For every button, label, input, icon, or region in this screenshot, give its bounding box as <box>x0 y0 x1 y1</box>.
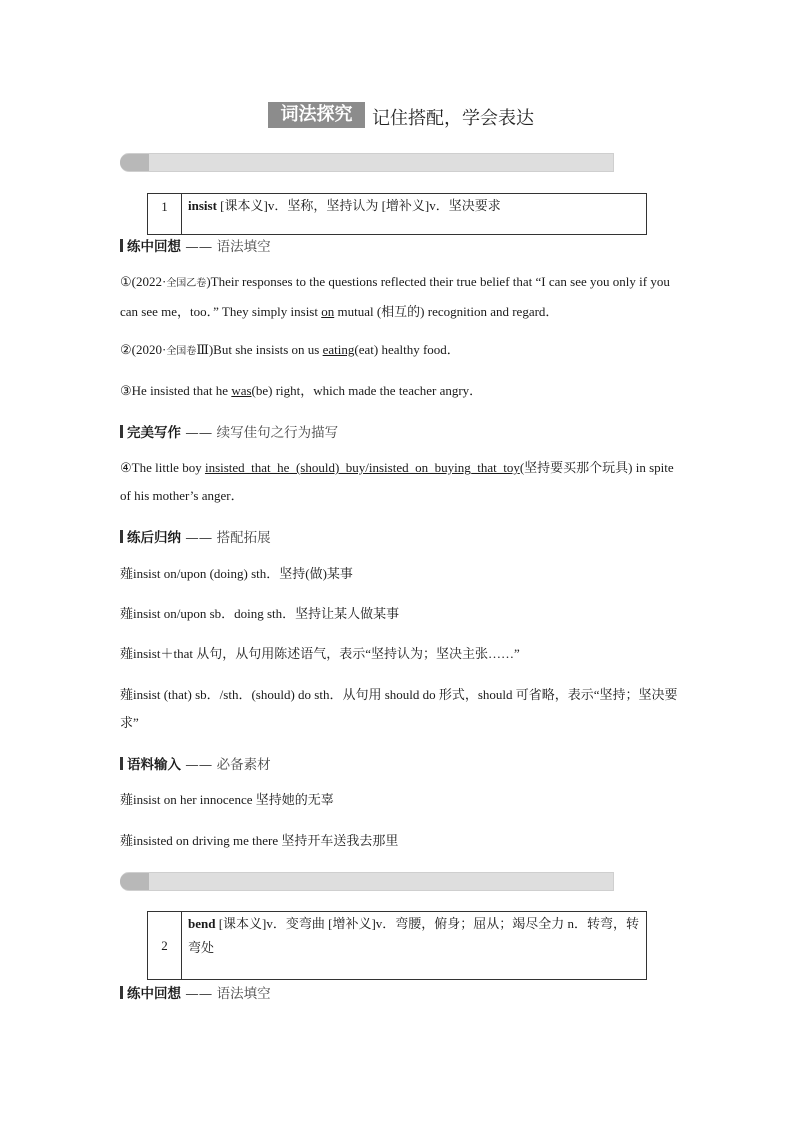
exercise-item-3 <box>120 377 680 405</box>
heading-marker <box>120 425 123 438</box>
headword: insist <box>188 198 217 213</box>
pattern-item: 薤insist＋that 从句，从句用陈述语气，表示“坚持认为；坚决主张……” <box>120 646 520 661</box>
section-heading <box>120 753 271 773</box>
divider-bar-cap <box>120 873 149 890</box>
pattern-item: 薤insist on/upon sb．doing sth．坚持让某人做某事 <box>120 606 400 621</box>
heading-marker <box>120 530 123 543</box>
material-item: 薤insisted on driving me there 坚持开车送我去那里 <box>120 833 399 848</box>
exercise-item-4 <box>120 454 680 510</box>
entry-definition <box>182 912 646 979</box>
heading-label: 完美写作 <box>127 425 181 441</box>
pattern-item: 薤insist (that) sb．/sth．(should) do sth．从句用 should do 形式，should 可省略，表示“坚持；坚决要求” <box>120 687 678 730</box>
item-text: ④The little boy <box>120 460 205 475</box>
item-text: ③He insisted that he <box>120 383 232 398</box>
heading-label: 语料输入 <box>127 757 181 773</box>
item-text: )Their responses to the questions reflected their true belief that “I can see you only if you can see me，too．” They simply insist <box>120 274 670 319</box>
answer-blank: was <box>231 383 252 398</box>
item-text-end: (坚持要买那个玩具) in spite of his mother’s anger． <box>120 460 674 503</box>
definition-text: [课本义]v．变弯曲 [增补义]v．弯腰，俯身；屈从；竭尽全力 n．转弯，转弯处 <box>188 916 640 955</box>
section-heading <box>120 526 271 546</box>
exercise-item-2 <box>120 336 680 366</box>
item-text: Ⅲ)But she insists on us <box>196 342 323 357</box>
section-heading <box>120 421 338 441</box>
answer-blank: insisted_that_he_(should)_buy/insisted_on_buying_that_toy <box>204 460 520 475</box>
item-text-end: mutual (相互的) recognition and regard． <box>334 304 559 319</box>
word-entry-box <box>147 193 647 235</box>
item-text-end: (be) right，which made the teacher angry． <box>251 383 483 398</box>
heading-label: 练中回想 <box>127 239 181 255</box>
heading-sub: —— 续写佳句之行为描写 <box>185 425 339 441</box>
heading-label: 练后归纳 <box>127 530 181 546</box>
heading-marker <box>120 239 123 252</box>
section-title-box: 词法探究 <box>268 102 365 128</box>
item-text-end: (eat) healthy food． <box>354 342 460 357</box>
heading-marker <box>120 986 123 999</box>
answer-blank: on <box>321 304 335 319</box>
entry-definition <box>182 194 646 234</box>
definition-text: [课本义]v．坚称，坚持认为 [增补义]v．坚决要求 <box>216 198 501 213</box>
pattern-item: 薤insist on/upon (doing) sth．坚持(做)某事 <box>120 566 353 581</box>
material-item: 薤insist on her innocence 坚持她的无辜 <box>120 792 334 807</box>
heading-marker <box>120 757 123 770</box>
entry-number: 2 <box>148 912 182 979</box>
entry-number: 1 <box>148 194 182 234</box>
item-prefix: ①(2022· <box>120 274 167 289</box>
heading-label: 练中回想 <box>127 986 181 1002</box>
heading-sub: —— 语法填空 <box>185 239 271 255</box>
divider-bar <box>120 153 614 172</box>
source-label: 全国卷 <box>166 346 197 357</box>
divider-bar <box>120 872 614 891</box>
divider-bar-cap <box>120 154 149 171</box>
section-subtitle: 记住搭配，学会表达 <box>372 108 534 129</box>
section-heading <box>120 235 271 255</box>
item-prefix: ②(2020· <box>120 342 167 357</box>
heading-sub: —— 语法填空 <box>185 986 271 1002</box>
headword: bend <box>188 916 216 931</box>
heading-sub: —— 必备素材 <box>185 757 271 773</box>
heading-sub: —— 搭配拓展 <box>185 530 271 546</box>
source-label: 全国乙卷 <box>166 278 207 289</box>
section-heading <box>120 982 271 1002</box>
answer-blank: eating <box>322 342 355 357</box>
word-entry-box <box>147 911 647 980</box>
exercise-item-1 <box>120 268 680 326</box>
